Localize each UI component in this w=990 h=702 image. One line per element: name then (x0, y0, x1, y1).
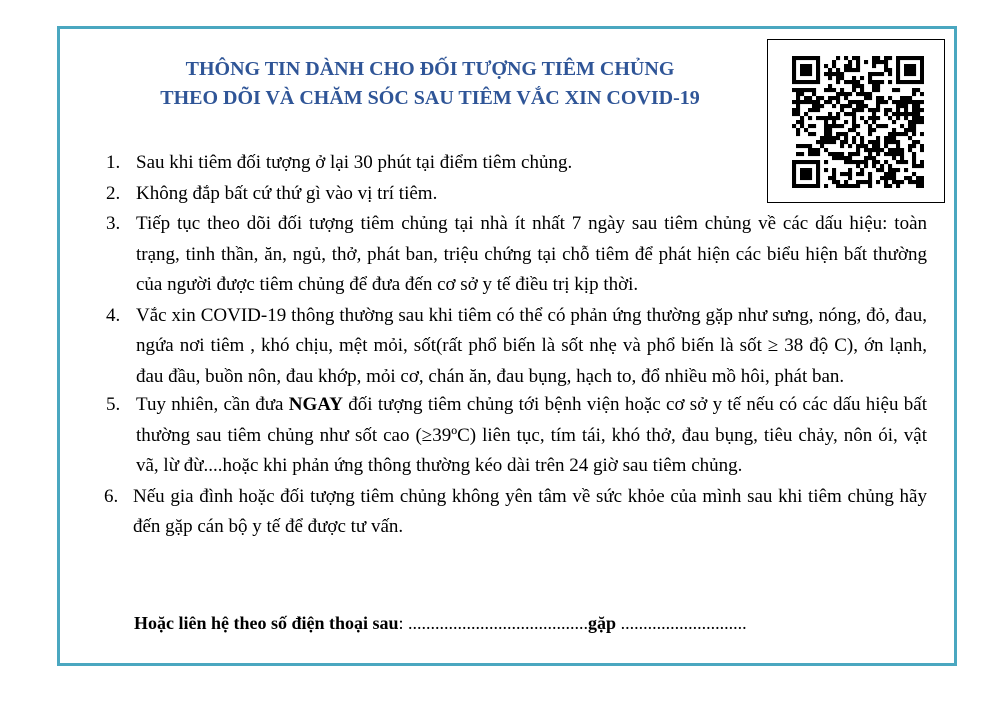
item-number: 2. (106, 182, 121, 204)
meet-label: gặp (588, 613, 617, 633)
name-blank: ............................ (616, 613, 747, 633)
item-text: Nếu gia đình hoặc đối tượng tiêm chủng không yên tâm về sức khỏe của mình sau khi tiêm chủng hãy đến gặp cán bộ y tế để được tư vấn. (133, 485, 927, 537)
page-title (140, 55, 720, 113)
list-item (60, 301, 940, 393)
contact-line (134, 613, 747, 634)
item-text: Tiếp tục theo dõi đối tượng tiêm chủng tại nhà ít nhất 7 ngày sau tiêm chủng về các dấu hiệu: toàn trạng, tinh thần, ăn, ngủ, thở, phát ban, triệu chứng tại chỗ tiêm để phát hiện các biểu hiện bất thường của người được tiêm chủng để đưa đến cơ sở y tế điều trị kịp thời. (136, 213, 927, 295)
title-line-1: THÔNG TIN DÀNH CHO ĐỐI TƯỢNG TIÊM CHỦNG (185, 58, 675, 80)
phone-blank: ........................................ (408, 613, 589, 633)
item-text: Sau khi tiêm đối tượng ở lại 30 phút tại điểm tiêm chủng. (136, 152, 573, 173)
item-number: 5. (106, 394, 121, 415)
item-text (136, 390, 927, 482)
contact-label: Hoặc liên hệ theo số điện thoại sau (134, 613, 399, 633)
list-item (60, 209, 940, 301)
item-number: 6. (104, 485, 119, 507)
item-number: 4. (106, 304, 121, 326)
list-item (60, 148, 940, 179)
item-text: Vắc xin COVID-19 thông thường sau khi tiêm có thể có phản ứng thường gặp như sưng, nóng, đỏ, đau, ngứa nơi tiêm , khó chịu, mệt mỏi, sốt(rất phổ biến là sốt nhẹ và phổ biến là sốt ≥ 38 độ C), ớn lạnh, đau đầu, buồn nôn, đau khớp, mỏi cơ, chán ăn, đau bụng, hạch to, đổ nhiều mồ hôi, phát ban. (136, 304, 927, 387)
item-number: 3. (106, 213, 121, 234)
item-text-part: Tuy nhiên, cần đưa (136, 394, 289, 415)
list-item (60, 179, 940, 210)
list-item (60, 390, 940, 482)
list-item (60, 482, 940, 543)
instruction-list (60, 148, 940, 543)
title-line-2: THEO DÕI VÀ CHĂM SÓC SAU TIÊM VẮC XIN COVID-19 (160, 87, 700, 109)
contact-colon: : (398, 613, 409, 633)
item-text: Không đắp bất cứ thứ gì vào vị trí tiêm. (136, 182, 438, 204)
item-number: 1. (106, 152, 121, 173)
item-text-part: đối tượng tiêm chủng tới bệnh viện hoặc cơ sở y tế nếu có các dấu hiệu bất thường sau tiêm chủng như sốt cao (≥39ºC) liên tục, tím tái, khó thở, đau bụng, tiêu chảy, nôn ói, vật vã, lừ đừ....hoặc khi phản ứng thông thường kéo dài trên 24 giờ sau tiêm chủng. (136, 394, 927, 476)
emphasis-now: NGAY (288, 394, 343, 415)
info-card (57, 26, 957, 666)
